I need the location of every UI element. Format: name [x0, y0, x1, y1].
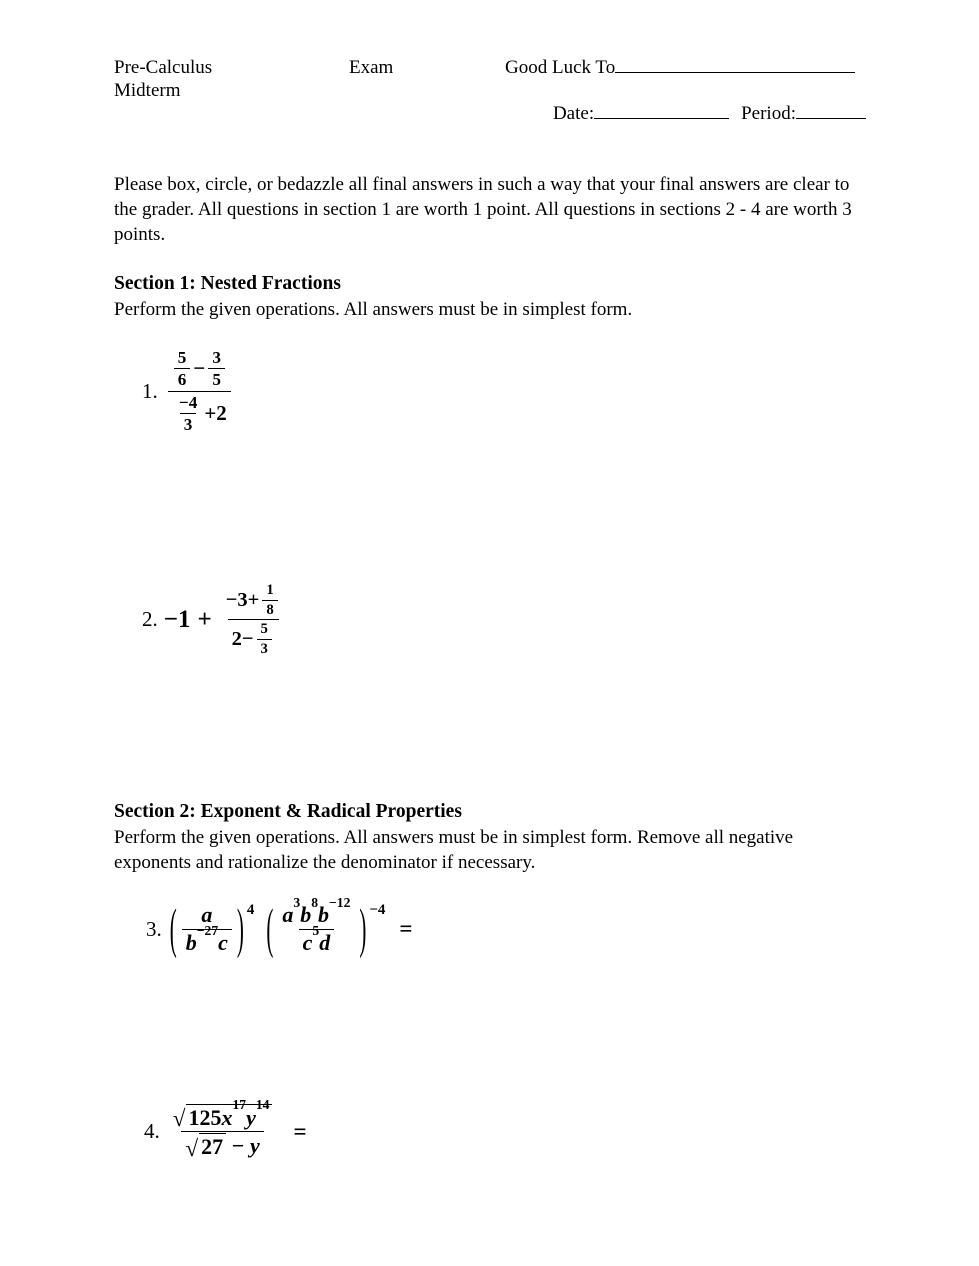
- outer-fraction: [167, 348, 232, 434]
- close-paren-1: ): [236, 896, 244, 960]
- problem-3-number: 3.: [146, 916, 162, 941]
- date-period-line: [442, 79, 866, 148]
- good-luck-label: Good Luck To: [505, 57, 616, 78]
- student-name-blank[interactable]: [615, 72, 855, 73]
- p2-fraction: [222, 582, 285, 657]
- problem-1-number: 1.: [142, 378, 158, 403]
- denominator-radical: √ 27: [185, 1133, 226, 1160]
- date-label: Date:: [552, 103, 595, 124]
- work-space-3: [114, 956, 866, 1068]
- section-2-subtitle: Perform the given operations. All answers must be in simplest form. Remove all negative exponents and rationalize the denominator if necessary.: [114, 827, 794, 874]
- header-row-2: [114, 79, 866, 148]
- p2-den-inner-frac: $\frac{5}{3}$: [257, 621, 272, 657]
- p4-fraction: [169, 1097, 277, 1161]
- section-1-title: Section 1: Nested Fractions: [114, 273, 341, 294]
- p2-num-inner-frac: $\frac{1}{8}$: [262, 582, 277, 618]
- good-luck-line: [505, 56, 866, 79]
- p3-fraction-1: a b −27 c: [182, 903, 232, 955]
- section-2-title: Section 2: Exponent & Radical Properties: [114, 801, 462, 823]
- problem-1: [142, 348, 866, 434]
- page-content: [114, 56, 866, 1160]
- course-name: Pre-Calculus: [114, 57, 213, 78]
- p4-equals: =: [293, 1118, 307, 1144]
- radical-sign-icon-2: √: [185, 1134, 199, 1161]
- p1-num-frac-1: $\frac{5}{6}$: [174, 348, 191, 390]
- p2-den-lead: 2−: [231, 627, 254, 650]
- problem-1-expression: [164, 348, 235, 434]
- problem-2-number: 2.: [142, 607, 158, 632]
- p1-minus: −: [193, 356, 206, 381]
- p2-num-lead: −3+: [225, 588, 260, 611]
- numerator-radical: √ 125 x 17 y 14: [173, 1104, 273, 1131]
- exam-header: [114, 56, 866, 148]
- term-name: Midterm: [114, 80, 181, 101]
- p3-equals: =: [399, 916, 413, 942]
- p3-exponent-2: −4: [369, 902, 386, 919]
- problem-2: [142, 582, 866, 657]
- p2-lead: −1: [163, 605, 191, 633]
- date-blank[interactable]: [594, 118, 729, 119]
- period-label: Period:: [741, 103, 796, 124]
- close-paren-2: ): [359, 896, 367, 960]
- problem-4-expression: [166, 1097, 307, 1161]
- work-space-1: [114, 434, 866, 546]
- problem-2-expression: [164, 582, 288, 657]
- period-blank[interactable]: [796, 118, 866, 119]
- problem-3: [146, 894, 866, 960]
- instructions-text: Please box, circle, or bedazzle all final answers in such a way that your final answers are clear to the grader. All questions in section 1 are worth 1 point. All questions in sections 2 - 4 are worth 3 points.: [114, 174, 852, 245]
- open-paren-2: (: [266, 896, 274, 960]
- section-1-subtitle: Perform the given operations. All answers must be in simplest form.: [114, 299, 633, 320]
- open-paren-1: (: [169, 896, 177, 960]
- problem-4: [144, 1097, 866, 1161]
- p1-num-frac-2: $\frac{3}{5}$: [208, 348, 225, 390]
- exam-label: Exam: [349, 57, 394, 78]
- problem-4-number: 4.: [144, 1119, 160, 1144]
- header-row-1: [114, 56, 866, 79]
- radical-sign-icon: √: [172, 1105, 186, 1132]
- p3-fraction-2: a 3 b 8 b −12 c 5 d: [282, 894, 351, 955]
- p1-den-frac: $\frac{-4}{3}$: [178, 392, 198, 434]
- problem-3-expression: [168, 894, 413, 960]
- p3-exponent-1: 4: [246, 902, 255, 919]
- p4-den-minus-y: − y: [231, 1133, 260, 1159]
- p1-plus-two: +2: [204, 400, 227, 425]
- p2-plus: +: [197, 605, 212, 633]
- work-space-2: [114, 657, 866, 777]
